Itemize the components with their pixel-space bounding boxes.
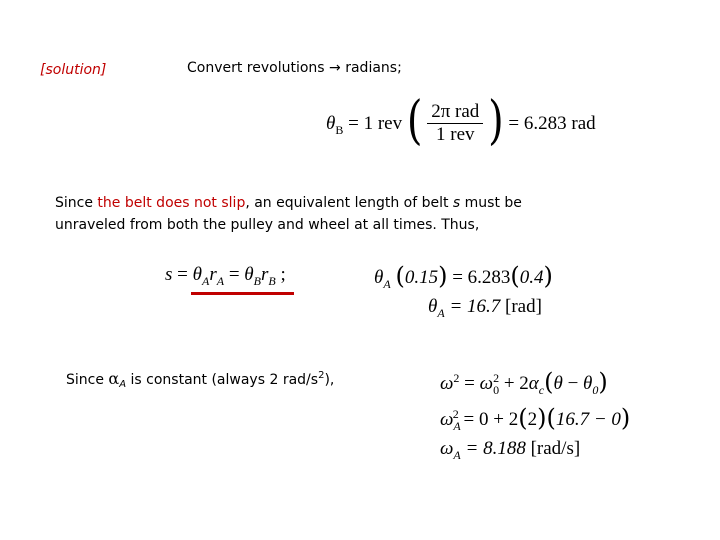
fraction-denominator: 1 rev xyxy=(436,124,475,146)
equation-kinematics-substituted: $\omega_A^2 = 0 + 2(2)(16.7 - 0)$ xyxy=(440,404,631,433)
equation-theta-a-result: $\theta_A = 16.7$ [rad] xyxy=(428,296,542,320)
alpha-note: Since $\alpha_A$ is constant (always 2 rad/$s^2$), xyxy=(66,369,335,390)
fraction-numerator: 2π rad xyxy=(427,101,483,124)
equation-omega-result: $\omega_A = 8.188$ [rad/s] xyxy=(440,438,581,462)
belt-highlight: the belt does not slip xyxy=(97,195,246,211)
equation-theta-b: $\theta_B = 1$ rev ( $\frac{\text{2π rad}}{\text{1 rev}}$ ) = 6.283 rad xyxy=(326,91,596,151)
equation-arc-length: $s = \theta_Ar_A = \theta_Br_B$ ; xyxy=(165,264,286,288)
equation-kinematics-general: $\omega^2 = \omega_0^2 + 2\alpha_c(\theta - \theta_0)$ xyxy=(440,368,608,397)
solution-tag: [solution] xyxy=(40,62,107,78)
red-underline xyxy=(191,292,294,295)
belt-paragraph: Since the belt does not slip, an equivalent length of belt s must be unraveled from both the pulley and wheel at all times. Thus, xyxy=(55,195,522,233)
equation-theta-a-solve: $\theta_A$ (0.15) = 6.283(0.4) xyxy=(374,262,553,291)
convert-note: Convert revolutions → radians; xyxy=(187,60,402,76)
